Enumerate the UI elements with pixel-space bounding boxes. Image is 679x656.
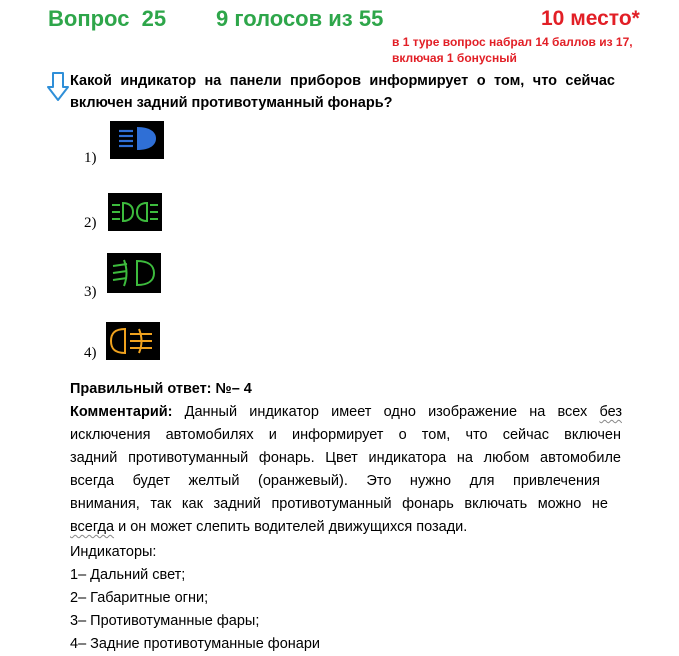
high-beam-icon [110, 121, 164, 159]
indicator-item-3: 3– Противотуманные фары; [70, 613, 260, 629]
rear-fog-light-icon [106, 322, 160, 360]
round-note-line-2: включая 1 бонусный [392, 51, 517, 65]
indicators-title: Индикаторы: [70, 544, 157, 560]
comment-line-3: задний противотуманный фонарь. Цвет индикатора на любом автомобиле [70, 450, 621, 466]
round-note-line-1: в 1 туре вопрос набрал 14 баллов из 17, [392, 35, 633, 49]
parking-lights-icon [108, 193, 162, 231]
votes-count: 9 голосов из 55 [216, 6, 384, 31]
comment-line-5: внимания, так как задний противотуманный фонарь включать можно не [70, 496, 608, 512]
option-3-number: 3) [84, 284, 97, 300]
option-4-indicator[interactable] [106, 322, 160, 360]
comment-line-4: всегда будет желтый (оранжевый). Это нужно для привлечения [70, 473, 600, 489]
option-2-number: 2) [84, 215, 97, 231]
comment-line-2: исключения автомобилях и информирует о том, что сейчас включен [70, 427, 621, 443]
question-text: Какой индикатор на панели приборов информирует о том, что сейчас включен задний противотуманный фонарь? [70, 73, 615, 111]
option-1-number: 1) [84, 150, 97, 166]
comment-line-1 [70, 401, 622, 424]
indicator-item-2: 2– Габаритные огни; [70, 590, 209, 606]
comment-block [70, 401, 622, 539]
option-4-number: 4) [84, 345, 97, 361]
comment-text-1: Данный индикатор имеет одно изображение на всех [184, 404, 588, 420]
comment-label: Комментарий: [70, 404, 173, 420]
indicator-item-1: 1– Дальний свет; [70, 567, 186, 583]
correct-answer: Правильный ответ: №– 4 [70, 381, 252, 397]
round-note [392, 34, 633, 66]
word-vsegda: всегда [70, 519, 115, 535]
front-fog-lights-icon [107, 253, 161, 293]
option-2-indicator[interactable] [108, 193, 162, 231]
option-3-indicator[interactable] [107, 253, 161, 293]
arrow-down-icon [47, 72, 69, 102]
header-question-label [48, 6, 166, 32]
comment-text-6: и он может слепить водителей движущихся позади. [118, 519, 468, 535]
option-1-indicator[interactable] [110, 121, 164, 159]
question-number: 25 [141, 6, 167, 31]
comment-line-6 [70, 516, 622, 539]
place-rank: 10 место* [541, 7, 640, 30]
word-bez: без [599, 404, 622, 420]
indicators-list [70, 541, 320, 656]
vopros-label: Вопрос [48, 6, 130, 31]
indicator-item-4: 4– Задние противотуманные фонари [70, 636, 321, 652]
